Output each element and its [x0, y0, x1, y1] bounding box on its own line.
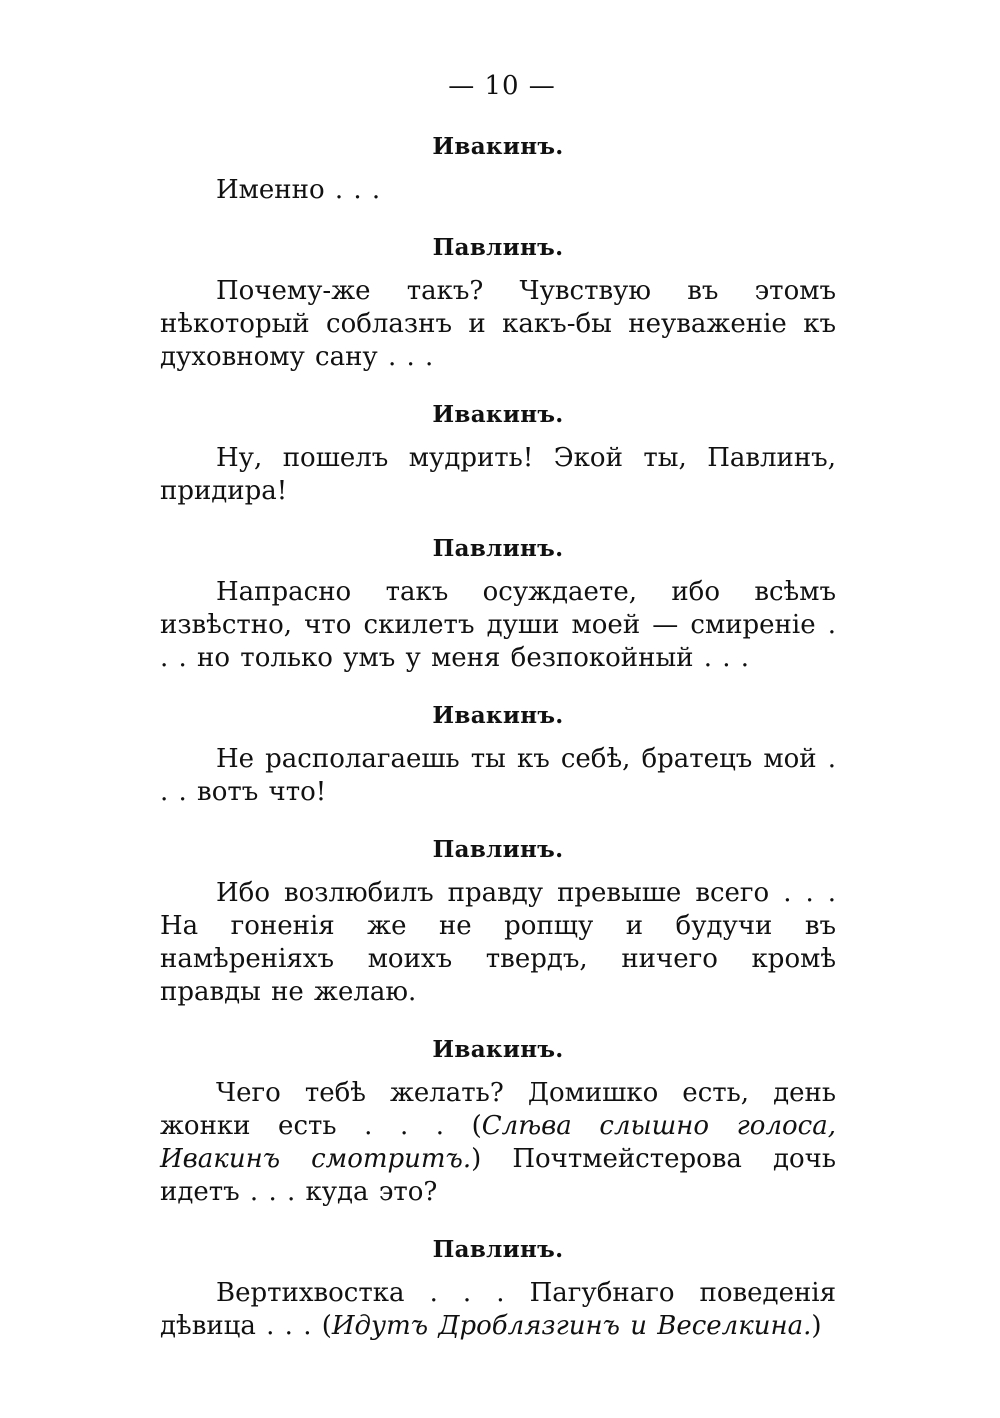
dialogue-block: [160, 701, 836, 809]
dialogue-block: [160, 534, 836, 675]
speaker-name: Павлинъ.: [432, 535, 564, 562]
speaker-name: Ивакинъ.: [432, 702, 564, 729]
speech-fragment: Вертихвостка . . . Пагубнаго поведенія дѣвица . . . (: [160, 1278, 836, 1341]
dialogue-block: [160, 400, 836, 508]
speaker-name: Ивакинъ.: [432, 133, 564, 160]
dialogue-block: [160, 1035, 836, 1209]
speech-text: Почему-же такъ? Чувствую въ этомъ нѣкоторый соблазнъ и какъ-бы неуваженіе къ духовному сану . . .: [160, 276, 836, 372]
dialogue-block: [160, 132, 836, 207]
stage-direction: Идутъ Дроблязгинъ и Веселкина.: [331, 1311, 812, 1341]
speaker-name: Павлинъ.: [432, 234, 564, 261]
speaker-name: Ивакинъ.: [432, 401, 564, 428]
speech-text: Ибо возлюбилъ правду превыше всего . . . На гоненія же не ропщу и будучи въ намѣреніяхъ моихъ твердъ, ничего кромѣ правды не желаю.: [160, 878, 836, 1007]
speech-text: Напрасно такъ осуждаете, ибо всѣмъ извѣстно, что скилетъ души моей — смиреніе . . . но только умъ у меня безпокойный . . .: [160, 577, 836, 673]
speech-text: Ну, пошелъ мудрить! Экой ты, Павлинъ, придира!: [160, 443, 836, 506]
speech-text: Не располагаешь ты къ себѣ, братецъ мой . . . вотъ что!: [160, 744, 836, 807]
speech-text: Именно . . .: [216, 175, 381, 205]
speech-fragment: Чего тебѣ желать? Домишко есть, день жонки есть . . . (: [160, 1078, 836, 1141]
speaker-name: Ивакинъ.: [432, 1036, 564, 1063]
dialogue-block: [160, 233, 836, 374]
speech-fragment: ) Почтмейстерова дочь идетъ . . . куда это?: [160, 1144, 836, 1207]
dialogue-block: [160, 1235, 836, 1343]
speech-text: [160, 1277, 836, 1343]
book-page: [160, 66, 836, 1369]
speaker-name: Павлинъ.: [432, 1236, 564, 1263]
dialogue-block: [160, 835, 836, 1009]
speaker-name: Павлинъ.: [432, 836, 564, 863]
speech-text: [160, 1077, 836, 1209]
page-number: — 10 —: [448, 71, 556, 101]
stage-direction: Слѣва слышно голоса, Ивакинъ смотритъ.: [160, 1111, 836, 1174]
speech-fragment: ): [811, 1311, 822, 1341]
